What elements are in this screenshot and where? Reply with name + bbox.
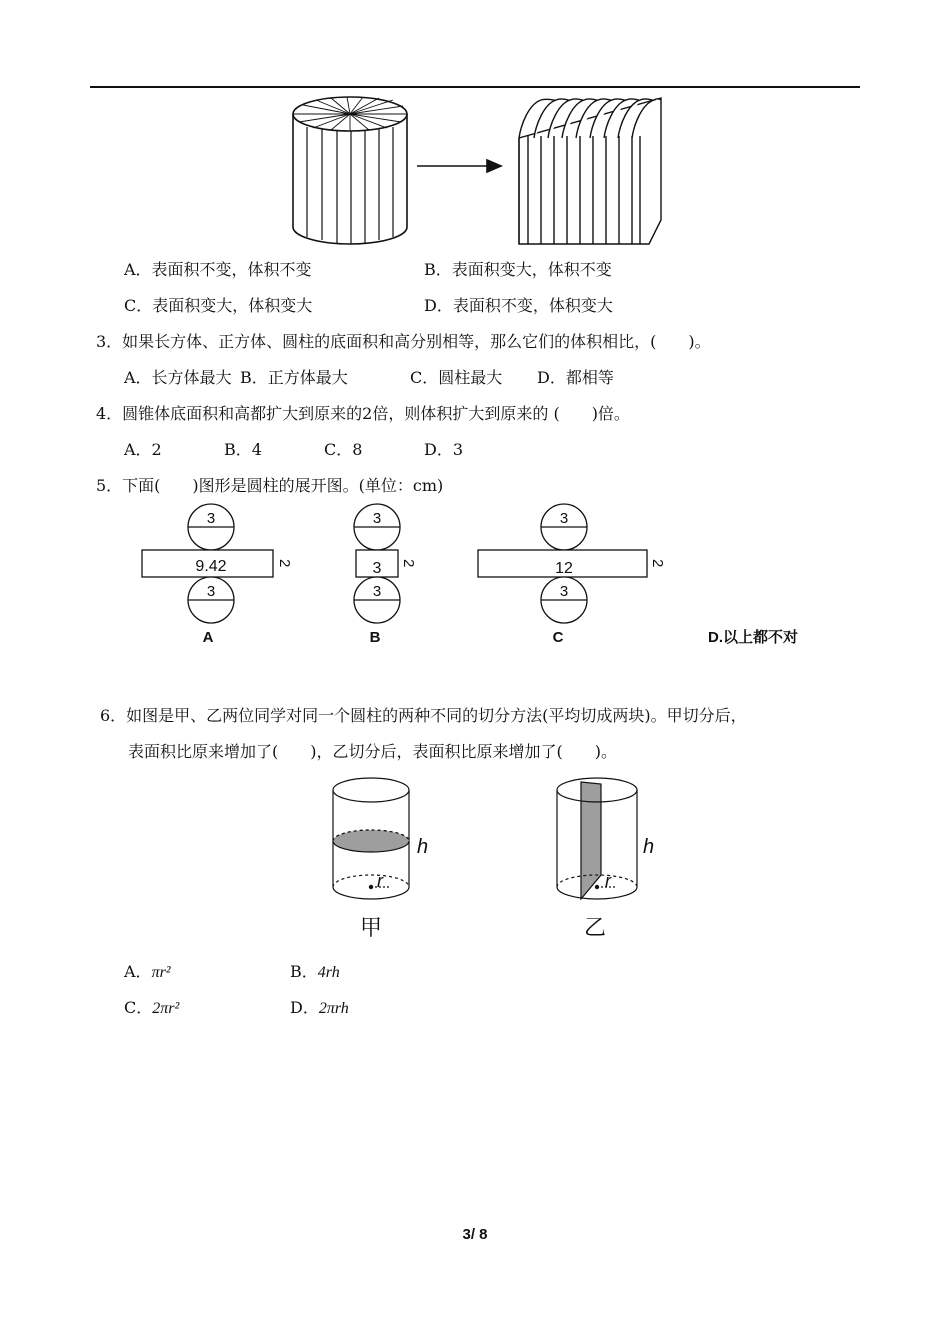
q4-option-a: A．2 [124, 440, 162, 459]
q2-option-a: A．表面积不变，体积不变 [124, 260, 312, 279]
q5-c-side: 2 [649, 559, 666, 568]
q6-option-d: D．2πrh [290, 998, 349, 1017]
q5-c-circle-bottom: 3 [559, 583, 569, 600]
q6-option-c: C．2πr² [124, 998, 180, 1017]
q5-b-circle-top: 3 [372, 510, 382, 527]
q5-b-rect-value: 3 [372, 560, 382, 577]
page-number: 3/ 8 [462, 1226, 488, 1243]
q6-yi-h-label: h [643, 836, 655, 858]
q6-jia-h-label: h [417, 836, 429, 858]
q5-a-circle-top: 3 [206, 510, 216, 527]
q3-option-d: D．都相等 [537, 368, 614, 387]
q5-a-side: 2 [276, 559, 293, 568]
q6-jia-label: 甲 [359, 916, 383, 941]
q5-c-label: C [552, 629, 564, 646]
q4-option-d: D．3 [424, 440, 464, 459]
q6-jia-r-label: r [377, 871, 383, 891]
q5-figure-a [142, 504, 293, 646]
header-rule [90, 86, 860, 88]
q5-figures [130, 502, 840, 652]
q5-a-circle-bottom: 3 [206, 583, 216, 600]
q5-b-circle-bottom: 3 [372, 583, 382, 600]
q5-b-label: B [369, 629, 381, 646]
q6-option-b: B．4rh [290, 962, 340, 981]
q3-option-b: B．正方体最大 [240, 368, 348, 387]
q3-text: 3．如果长方体、正方体、圆柱的底面积和高分别相等，那么它们的体积相比，( )。 [96, 332, 711, 351]
q5-option-d: D.以上都不对 [708, 629, 799, 646]
q6-yi-label: 乙 [583, 916, 607, 941]
arrow-icon [417, 160, 501, 172]
q6-line1: 6．如图是甲、乙两位同学对同一个圆柱的两种不同的切分方法(平均切成两块)。甲切分后， [100, 706, 747, 725]
rearranged-cuboid-figure [519, 98, 661, 244]
q3-option-c: C．圆柱最大 [410, 368, 503, 387]
q6-yi-r-label: r [605, 871, 611, 891]
q5-figure-b [354, 504, 417, 646]
q2-option-c: C．表面积变大，体积变大 [124, 296, 313, 315]
q6-line2: 表面积比原来增加了( )，乙切分后，表面积比原来增加了( )。 [128, 742, 617, 761]
q6-option-a: A．πr² [124, 962, 171, 981]
q6-figures [325, 775, 670, 945]
q4-text: 4．圆锥体底面积和高都扩大到原来的2倍，则体积扩大到原来的 ( )倍。 [96, 404, 630, 423]
q5-b-side: 2 [400, 559, 417, 568]
q5-a-label: A [202, 629, 214, 646]
q5-c-rect-value: 12 [555, 560, 573, 577]
q2-figure [285, 92, 670, 252]
sliced-cylinder-figure [293, 97, 407, 244]
q4-option-c: C．8 [324, 440, 363, 459]
q5-text: 5．下面( )图形是圆柱的展开图。(单位：cm) [96, 476, 444, 495]
q5-c-circle-top: 3 [559, 510, 569, 527]
q2-option-d: D．表面积不变，体积变大 [424, 296, 613, 315]
q3-option-a: A．长方体最大 [124, 368, 232, 387]
q5-a-rect-value: 9.42 [195, 558, 227, 575]
q6-figure-jia [333, 778, 428, 941]
q4-option-b: B．4 [224, 440, 262, 459]
q2-option-b: B．表面积变大，体积不变 [424, 260, 612, 279]
q5-figure-c [478, 504, 666, 646]
q6-figure-yi [557, 778, 654, 941]
